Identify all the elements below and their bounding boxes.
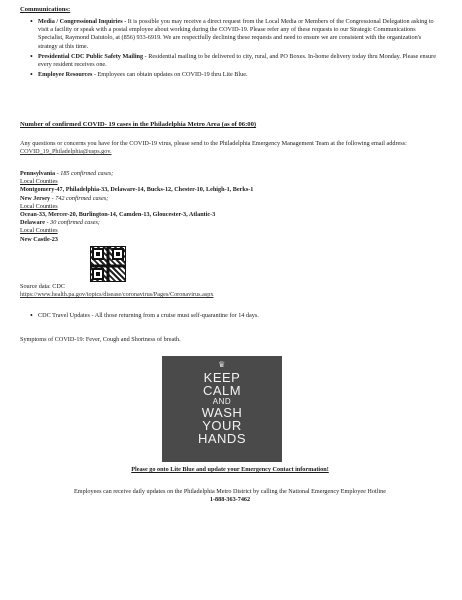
hotline-block [20, 488, 440, 504]
poster-line: AND [212, 396, 232, 406]
qr-finder-icon [92, 248, 104, 260]
travel-text: - All those returning from a cruise must self-quarantine for 14 days. [89, 312, 259, 319]
pa-count: - 185 confirmed cases; [55, 170, 114, 177]
list-item [30, 18, 440, 51]
source-block [20, 283, 440, 299]
poster-line: HANDS [197, 431, 246, 447]
nj-count: - 742 confirmed cases; [50, 194, 109, 202]
de-counties: New Castle-23 [20, 235, 58, 243]
questions-text: Any questions or concerns you have for the COVID-19 virus, please send to the Philadelphia Emergency Management Team at the following email address: [20, 140, 407, 147]
lite-blue-notice[interactable]: Please go onto Lite Blue and update your Emergency Contact information! [131, 466, 329, 473]
list-item [30, 71, 440, 79]
nj-state: New Jersey [20, 194, 51, 202]
de-line [20, 219, 440, 227]
cdc-mailing-text: - Residential mailing to be delivered to city, rural, and PO Boxes. In-home delivery today thru Monday. Please ensure every resident receives one. [38, 52, 436, 68]
qr-code-icon[interactable] [90, 246, 126, 282]
poster-line: YOUR [202, 418, 242, 434]
hotline-number: 1-888-363-7462 [209, 496, 251, 504]
poster-line: CALM [202, 383, 242, 399]
employee-resources-title: Employee Resources [38, 71, 93, 79]
nj-local-counties-label: Local Counties [20, 202, 58, 210]
qr-finder-icon [112, 248, 124, 260]
de-state: Delaware [20, 219, 45, 227]
pa-state: Pennsylvania [20, 170, 56, 177]
case-counts [20, 170, 440, 244]
pa-counties: Montgomery-47, Philadelphia-33, Delaware-14, Bucks-12, Chester-10, Lehigh-1, Berks-1 [20, 186, 254, 194]
media-inquiries-text: - It is possible you may receive a direct request from the Local Media or Members of the Congressional Delegation asking to visit a facility or speak with a postal employee about working during the COVID-19. Please refer any of these requests to our Strategic Communications Specialist, Raymond Daiutolo, at (856) 933-6919. We are respectfully declining these requests and need to ensure we are consistent with the organization's strategy at this time. [38, 18, 434, 50]
cases-heading: Number of confirmed COVID- 19 cases in the Philadelphia Metro Area (as of 06:00) [20, 121, 257, 128]
travel-list [30, 312, 440, 322]
de-local-counties-label: Local Counties [20, 227, 58, 235]
poster-line: WASH [201, 404, 243, 420]
travel-title: CDC Travel Updates [38, 312, 90, 319]
employee-resources-text: - Employees can obtain updates on COVID-19 thru Lite Blue. [92, 71, 248, 79]
nj-counties: Ocean-33, Mercer-20, Burlington-14, Camden-13, Gloucester-3, Atlantic-3 [20, 210, 216, 218]
qr-finder-icon [92, 268, 104, 280]
emergency-email-link[interactable]: COVID_19_Philadelphia@usps.gov. [20, 148, 112, 156]
source-label: Source data: CDC [20, 283, 66, 290]
list-item [30, 312, 440, 320]
pa-local-counties-label: Local Counties [20, 178, 58, 186]
hotline-text: Employees can receive daily updates on the Philadelphia Metro District by calling the National Emergency Employee Hotline [74, 488, 386, 495]
de-count: - 30 confirmed cases; [44, 219, 100, 227]
crown-icon: ♛ [218, 360, 226, 369]
symptoms-text: Symptoms of COVID-19: Fever, Cough and Shortness of breath. [20, 336, 181, 343]
list-item [30, 53, 440, 69]
media-inquiries-title: Media / Congressional Inquiries [38, 18, 123, 25]
communications-heading: Communications: [20, 6, 71, 13]
communications-list [30, 18, 440, 81]
cdc-mailing-title: Presidential CDC Public Safety Mailing [38, 52, 144, 60]
pa-line [20, 170, 440, 178]
keep-calm-poster [162, 356, 282, 462]
source-url-link[interactable]: https://www.health.pa.gov/topics/disease/coronavirus/Pages/Coronavirus.aspx [20, 291, 214, 299]
nj-line [20, 195, 440, 203]
poster-line: KEEP [203, 370, 241, 386]
questions-paragraph [20, 140, 440, 156]
